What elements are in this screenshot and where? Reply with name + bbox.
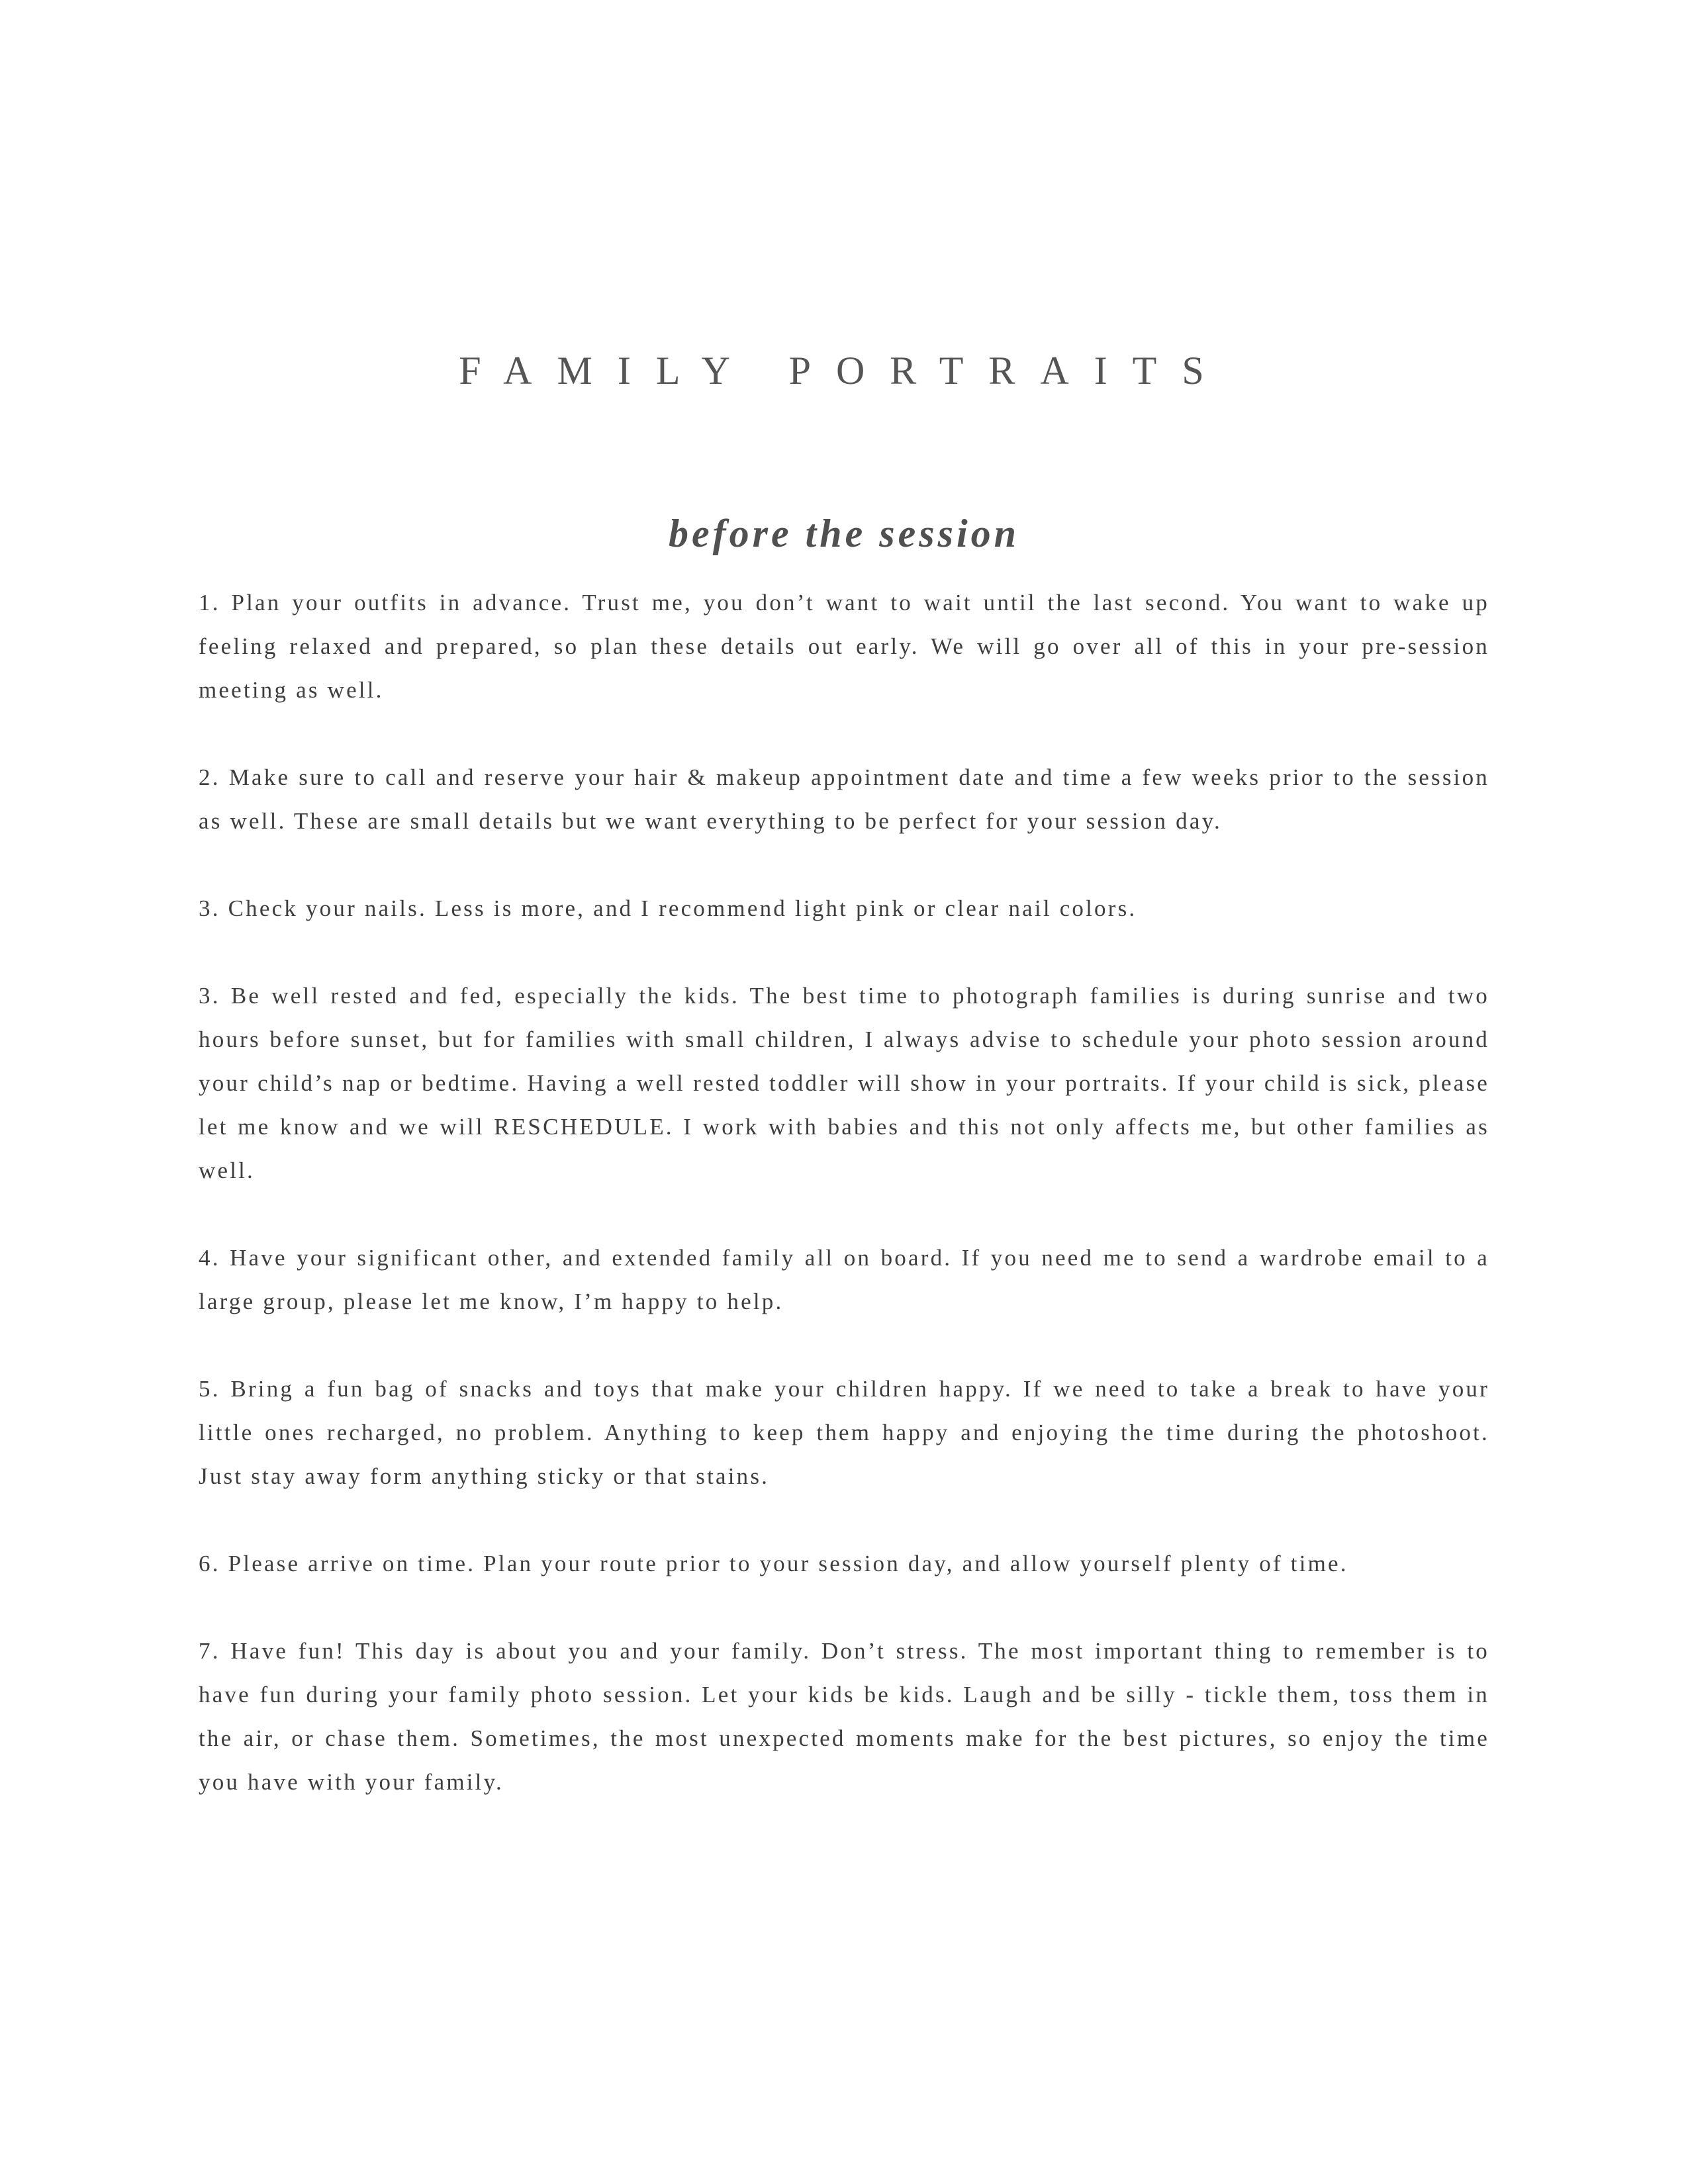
tip-paragraph-7: 6. Please arrive on time. Plan your route prior to your session day, and allow yourself plenty of time. <box>199 1551 1348 1576</box>
section-heading: before the session <box>669 512 1019 555</box>
tip-paragraph-3: 3. Check your nails. Less is more, and I recommend light pink or clear nail colors. <box>199 895 1137 921</box>
document-body <box>199 581 1489 1848</box>
tip-paragraph-6: 5. Bring a fun bag of snacks and toys that make your children happy. If we need to take a break to have your little ones recharged, no problem. Anything to keep them happy and enjoying the time during the photoshoot. Just stay away form anything sticky or that stains. <box>199 1376 1489 1489</box>
page-title: FAMILY PORTRAITS <box>459 349 1229 392</box>
tip-paragraph-5: 4. Have your significant other, and extended family all on board. If you need me to send a wardrobe email to a large group, please let me know, I’m happy to help. <box>199 1245 1489 1314</box>
tip-paragraph-8: 7. Have fun! This day is about you and your family. Don’t stress. The most important thing to remember is to have fun during your family photo session. Let your kids be kids. Laugh and be silly - tickle them, toss them in the air, or chase them. Sometimes, the most unexpected moments make for the best pictures, so enjoy the time you have with your family. <box>199 1638 1489 1795</box>
tip-paragraph-2: 2. Make sure to call and reserve your hair & makeup appointment date and time a few weeks prior to the session as well. These are small details but we want everything to be perfect for your session day. <box>199 764 1489 834</box>
tip-paragraph-1: 1. Plan your outfits in advance. Trust me, you don’t want to wait until the last second. You want to wake up feeling relaxed and prepared, so plan these details out early. We will go over all of this in your pre-session meeting as well. <box>199 590 1489 703</box>
tip-paragraph-4: 3. Be well rested and fed, especially the kids. The best time to photograph families is during sunrise and two hours before sunset, but for families with small children, I always advise to schedule your photo session around your child’s nap or bedtime. Having a well rested toddler will show in your portraits. If your child is sick, please let me know and we will RESCHEDULE. I work with babies and this not only affects me, but other families as well. <box>199 983 1489 1183</box>
